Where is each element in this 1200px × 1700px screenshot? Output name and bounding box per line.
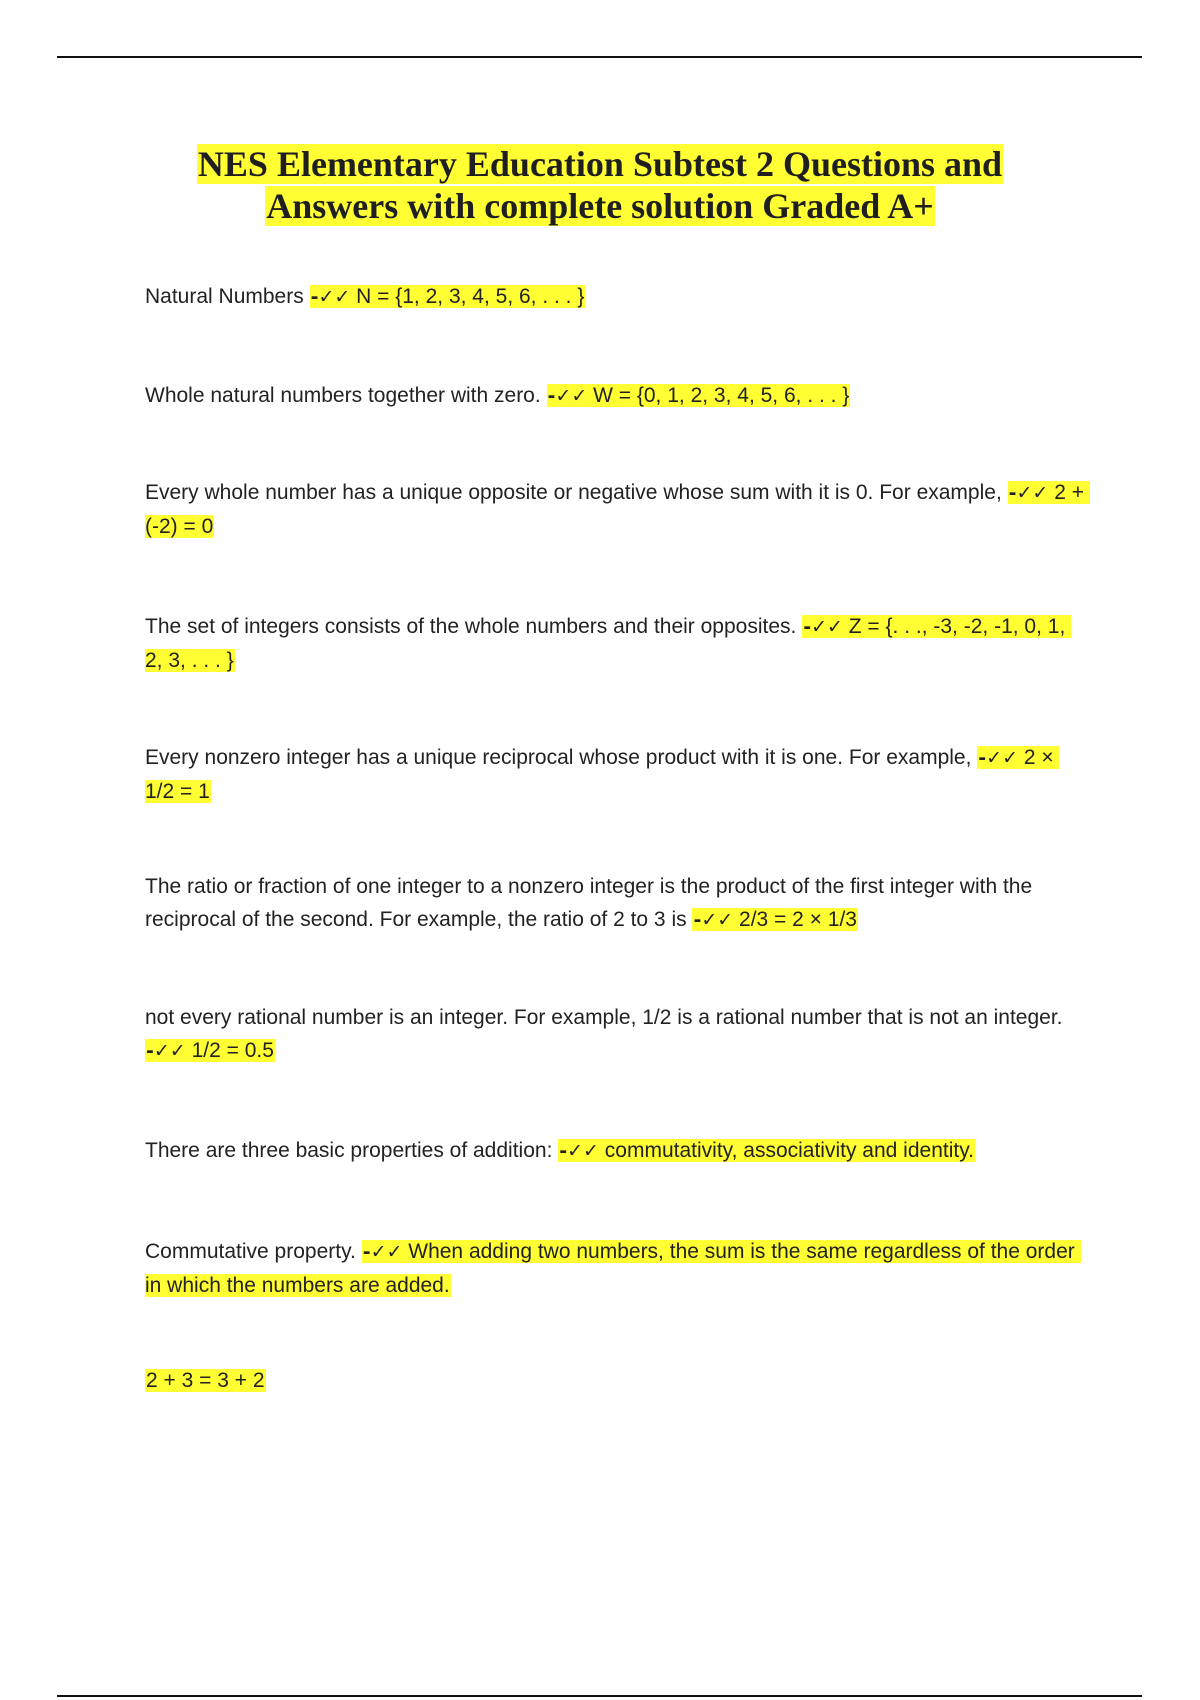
checkmark-icon: -✓✓ bbox=[362, 1241, 403, 1263]
document-title bbox=[100, 143, 1100, 227]
checkmark-icon: -✓✓ bbox=[978, 747, 1019, 769]
checkmark-icon: -✓✓ bbox=[547, 385, 588, 407]
checkmark-icon: -✓✓ bbox=[146, 1040, 186, 1062]
question-text: not every rational number is an integer. For example, 1/2 is a rational number that is not an integer. bbox=[145, 1006, 1069, 1029]
title-line-2: Answers with complete solution Graded A+ bbox=[266, 186, 934, 226]
checkmark-icon: -✓✓ bbox=[693, 909, 734, 931]
qa-item-commutative bbox=[145, 1235, 1085, 1302]
qa-item-rational-numbers bbox=[145, 1001, 1085, 1068]
qa-item-integers bbox=[145, 610, 1085, 677]
question-text: Natural Numbers bbox=[145, 285, 310, 308]
title-line-1: NES Elementary Education Subtest 2 Questions and bbox=[197, 144, 1003, 184]
question-text: Every nonzero integer has a unique reciprocal whose product with it is one. For example, bbox=[145, 746, 978, 769]
answer-text: Z = {. . ., -3, -2, -1, 0, 1, 2, 3, . . . } bbox=[145, 615, 1072, 672]
qa-item-addition-properties bbox=[145, 1134, 1085, 1168]
question-text: The set of integers consists of the whole numbers and their opposites. bbox=[145, 615, 803, 638]
checkmark-icon: -✓✓ bbox=[559, 1140, 599, 1162]
bottom-rule bbox=[57, 1695, 1142, 1697]
answer-text: 2 + (-2) = 0 bbox=[145, 481, 1090, 538]
question-text: Whole natural numbers together with zero. bbox=[145, 384, 547, 407]
qa-item-whole-numbers bbox=[145, 379, 1085, 413]
question-text: There are three basic properties of addition: bbox=[145, 1139, 559, 1162]
checkmark-icon: -✓✓ bbox=[310, 286, 351, 308]
checkmark-icon: -✓✓ bbox=[803, 616, 843, 638]
answer-text: 2 × 1/2 = 1 bbox=[145, 746, 1060, 803]
checkmark-icon: -✓✓ bbox=[1008, 482, 1049, 504]
qa-item-reciprocals bbox=[145, 741, 1085, 808]
example-equation bbox=[145, 1364, 1085, 1397]
question-text: The ratio or fraction of one integer to a nonzero integer is the product of the first integer with the reciprocal of the second. For example, the ratio of 2 to 3 is bbox=[145, 875, 1039, 931]
example-text: 2 + 3 = 3 + 2 bbox=[146, 1369, 265, 1392]
question-text: Every whole number has a unique opposite or negative whose sum with it is 0. For example, bbox=[145, 481, 1008, 504]
answer-text: W = {0, 1, 2, 3, 4, 5, 6, . . . } bbox=[587, 384, 850, 407]
question-text: Commutative property. bbox=[145, 1240, 362, 1263]
qa-item-opposites bbox=[145, 476, 1090, 543]
answer-text: When adding two numbers, the sum is the same regardless of the order in which the numbers are added. bbox=[145, 1240, 1081, 1297]
qa-item-natural-numbers bbox=[145, 280, 1085, 314]
qa-item-ratio bbox=[145, 870, 1085, 937]
answer-text: N = {1, 2, 3, 4, 5, 6, . . . } bbox=[350, 285, 585, 308]
answer-text: commutativity, associativity and identity. bbox=[598, 1139, 974, 1162]
answer-text: 1/2 = 0.5 bbox=[185, 1039, 274, 1062]
answer-text: 2/3 = 2 × 1/3 bbox=[733, 908, 857, 931]
top-rule bbox=[57, 56, 1142, 58]
